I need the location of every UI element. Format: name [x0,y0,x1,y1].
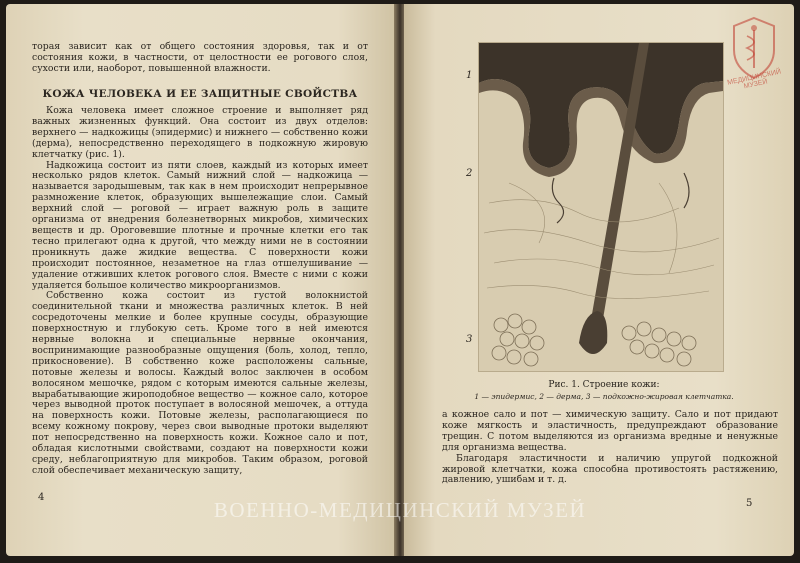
left-page-number: 4 [38,492,45,503]
figure-caption-title: Рис. 1. Строение кожи: [548,380,660,390]
skin-illustration [479,43,723,371]
paragraph-epidermis: Надкожица состоит из пяти слоев, каждый из которых имеет несколько рядов клеток. Самый нижний слой — надкожица — называется зародышевым, так как в нем происходит непрерывное размножение клеток, образующих вышележащие слои. Самый верхний слой — роговой — играет важную роль в защите организма от внедрения болезнетворных микробов, химических веществ и др. Ороговевшие плотные и прочные клетки его так тесно прилегают одна к другой, что между ними не в состоянии проникнуть даже жидкие вещества. С поверхности кожи происходит постоянное, незаметное на глаз отшелушивание — удаление отживших клеток рогового слоя. Вместе с ними с кожи удаляется большое количество микроорганизмов. [32,159,368,291]
right-page-number: 5 [746,498,753,509]
paragraph-skin-structure: Кожа человека имеет сложное строение и выполняет ряд важных жизненных функций. Она состоит из двух отделов: верхнего — надкожицы (эпидермис) и нижнего — собственно кожи (дерма), непосредственно переходящего в подкожную жировую клетчатку (рис. 1). [32,105,368,160]
paragraph-chemical-protection: а кожное сало и пот — химическую защиту. Сало и пот придают коже мягкость и эластичность, предупреждают образование трещин. С потом выделяются из организма вредные и ненужные для организма вещества. [442,409,778,453]
figure-label-2: 2 [466,168,473,179]
figure-label-1: 1 [466,70,473,81]
skin-structure-figure [478,42,724,372]
intro-text: торая зависит как от общего состояния здоровья, так и от состояния кожи, в частности, от целостности ее рогового слоя, сухости или, наоборот, повышенной влажности. [32,41,368,74]
figure-caption-legend: 1 — эпидермис, 2 — дерма, 3 — подкожно-жировая клетчатка. [474,392,734,401]
museum-logo [714,12,794,92]
left-body-text [32,106,368,477]
left-intro-paragraph [32,42,368,75]
right-body-text [442,410,778,486]
figure-label-3: 3 [466,334,473,345]
paragraph-dermis: Собственно кожа состоит из густой волокнистой соединительной ткани и множества различных клеток. В ней сосредоточены мелкие и более крупные сосуды, образующие поверхностную и глубокую сеть. Кроме того в ней имеются нервные волокна и специальные нервные окончания, воспринимающие разнообразные ощущения (боль, холод, тепло, прикосновение). В собственно коже расположены сальные, потовые железы и волосы. Каждый волос заключен в особом волосяном мешочке, рядом с которым имеются сальные железы, вырабатывающие жироподобное вещество — кожное сало, которое через выводной проток поступает в волосяной мешочек, а оттуда на поверхность кожи. Потовые железы, располагающиеся по всему кожному покрову, через свои выводные протоки выделяют пот непосредственно на поверхность кожи. Кожное сало и пот, обладая кислотными свойствами, создают на поверхности кожи среду, неблагоприятную для микробов. Таким образом, роговой слой обеспечивает механическую защиту, [32,290,368,476]
logo-caption: МЕДИЦИНСКИЙ МУЗЕЙ [726,68,782,91]
left-page [6,4,396,556]
museum-watermark: ВОЕННО-МЕДИЦИНСКИЙ МУЗЕЙ [213,498,587,522]
paragraph-elasticity: Благодаря эластичности и наличию упругой подкожной жировой клетчатки, кожа способна противостоять растяжению, давлению, ушибам и т. д. [442,452,778,486]
section-heading: КОЖА ЧЕЛОВЕКА И ЕЕ ЗАЩИТНЫЕ СВОЙСТВА [42,88,358,100]
